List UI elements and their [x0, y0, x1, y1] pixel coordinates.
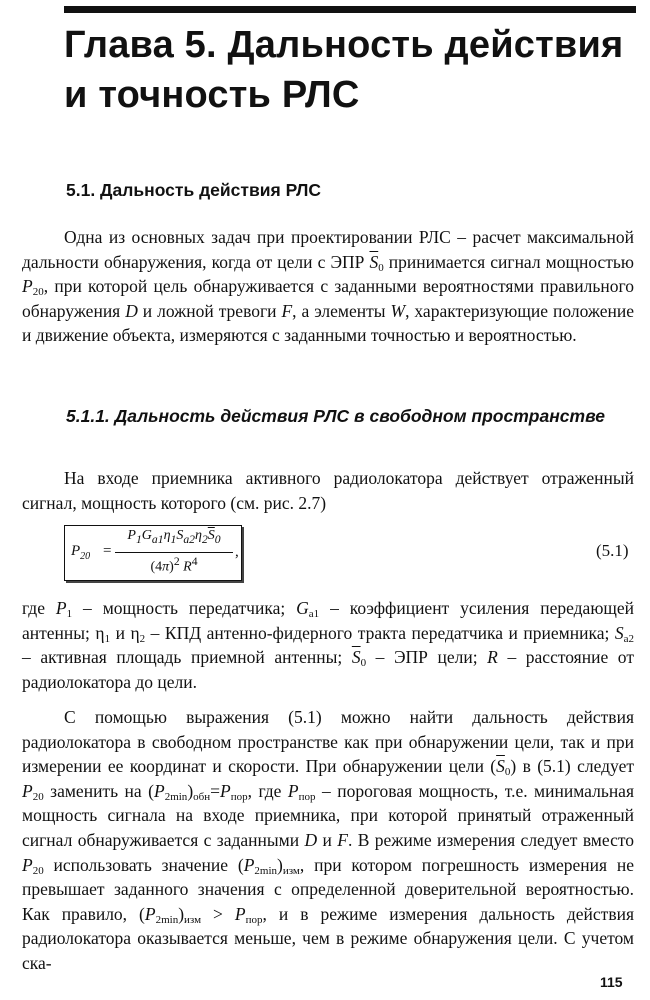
paragraph-receiver: На входе приемника активного радиолокатора действует отраженный сигнал, мощность которого (см. рис. 2.7)	[22, 468, 634, 513]
paragraph-range: С помощью выражения (5.1) можно найти дальность действия радиолокатора в свободном пространстве как при обнаружении цели, так и при измерении ее координат и скорости. При обнаружении цели $(\overline{S}_0)$ в (5.1) следует $P_{20}$ заменить на $(P_{2min})_{обн}=P_{пор}$, где $P_{пор}$ – пороговая мощность, т.е. минимальная мощность сигнала на входе приемника, при которой принятый отраженный сигнал обнаруживается с заданными D и F. В режиме измерения следует вместо $P_{20}$ использовать значение $(P_{2min})_{изм}$, при котором погрешность измерения не превышает заданного значения с определенной доверительной вероятностью. Как правило, $(P_{2min})_{изм} > P_{пор}$, и в режиме измерения дальность действия радиолокатора оказывается меньше, чем в режиме обнаружения цели. С учетом ска-	[22, 707, 635, 973]
section-title: 5.1. Дальность действия РЛС	[66, 180, 322, 200]
formula-numerator: $P_1G_{a1}\eta_1S_{a2}\eta_2\overline{S}_0$	[127, 528, 221, 546]
formula-5-1	[64, 525, 242, 581]
paragraph-intro: Одна из основных задач при проектировании РЛС – расчет максимальной дальности обнаружения, когда от цели с ЭПР $\overline{S}_0$ принимается сигнал мощностью $P_{20}$, при которой цель обнаруживается с заданными вероятностями правильного обнаружения D и ложной тревоги F, а элементы W, характеризующие положение и движение объекта, измеряются с заданными точностью и вероятностью.	[22, 227, 635, 346]
formula-equals: =	[103, 543, 112, 559]
formula-lhs: $P_{20}$	[71, 543, 91, 562]
page-number: 115	[600, 974, 623, 990]
subsection-title: 5.1.1. Дальность действия РЛС в свободном пространстве	[66, 406, 605, 426]
header-rule	[64, 6, 636, 13]
formula-comma: ,	[235, 544, 239, 560]
paragraph-definitions: где $P_1$ – мощность передатчика; $G_{a1}$ – коэффициент усиления передающей антенны; $\eta_1$ и $\eta_2$ – КПД антенно-фидерного тракта передатчика и приемника; $S_{a2}$ – активная площадь приемной антенны; $\overline{S}_0$ – ЭПР цели; R – расстояние от радиолокатора до цели.	[22, 598, 634, 692]
chapter-title: Глава 5. Дальность действия и точность РЛС	[64, 24, 624, 116]
formula-number: (5.1)	[596, 541, 629, 560]
formula-denominator: $(4\pi)^2$ $R^4$	[150, 555, 198, 575]
formula-fraction-bar	[115, 552, 233, 553]
